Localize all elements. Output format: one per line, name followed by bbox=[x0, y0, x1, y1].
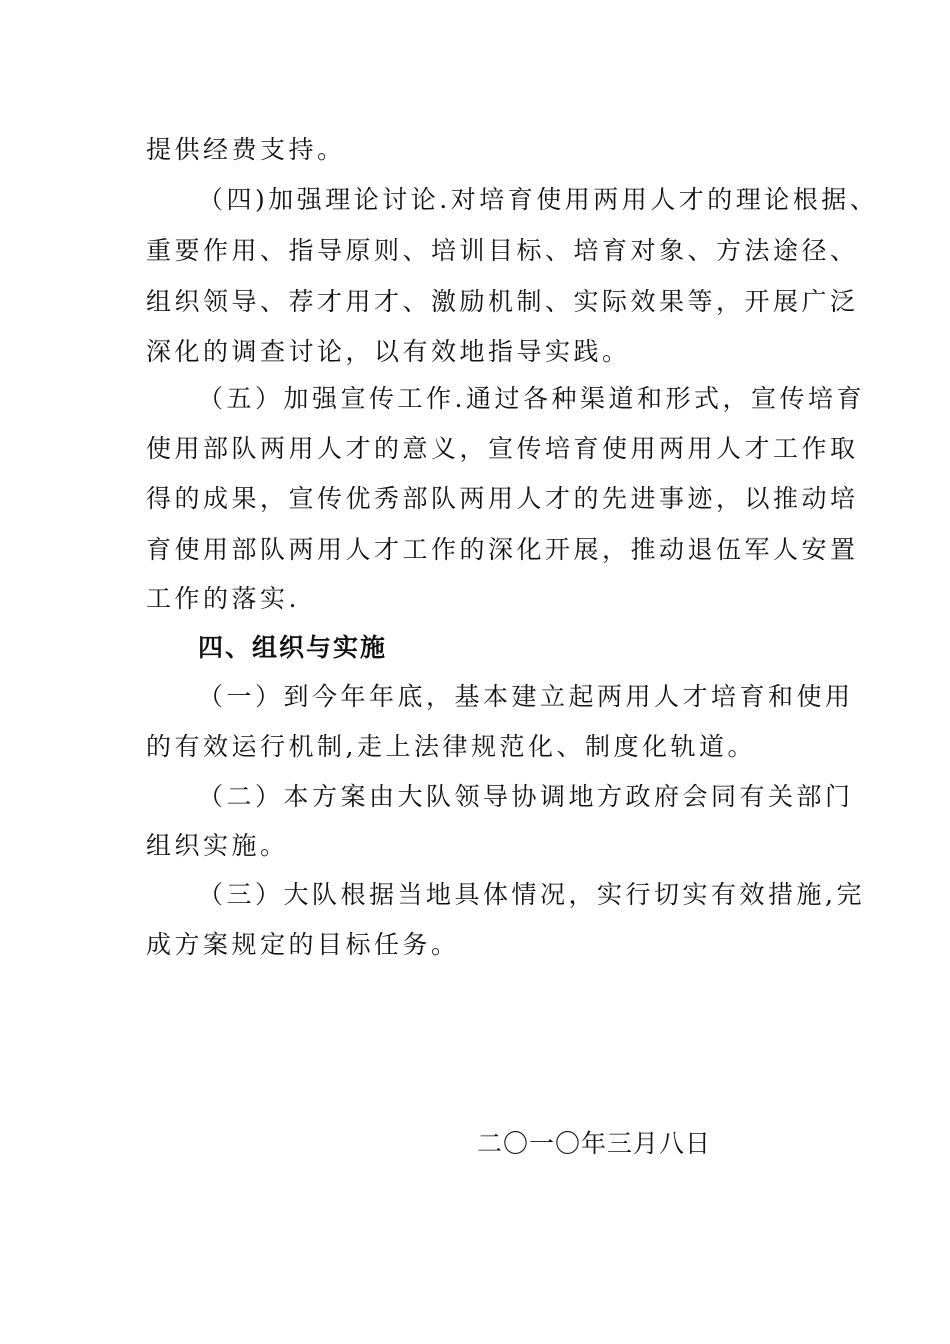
paragraph-line: 使用部队两用人才的意义，宣传培育使用两用人才工作取 bbox=[146, 434, 859, 463]
paragraph-line: 深化的调查讨论，以有效地指导实践。 bbox=[146, 337, 631, 366]
paragraph-line: 重要作用、指导原则、培训目标、培育对象、方法途径、 bbox=[146, 236, 859, 265]
section-heading: 四、组织与实施 bbox=[198, 633, 388, 662]
paragraph-line: 工作的落实. bbox=[146, 584, 300, 613]
paragraph-line: （四)加强理论讨论.对培育使用两用人才的理论根据、 bbox=[198, 185, 879, 214]
paragraph-line: 组织领导、荐才用才、激励机制、实际效果等，开展广泛 bbox=[146, 287, 859, 316]
paragraph-line: （五）加强宣传工作.通过各种渠道和形式，宣传培育 bbox=[198, 384, 865, 413]
paragraph-line: 得的成果，宣传优秀部队两用人才的先进事迹，以推动培 bbox=[146, 484, 859, 513]
paragraph-line: 组织实施。 bbox=[146, 831, 289, 860]
paragraph-line: 提供经费支持。 bbox=[146, 135, 346, 164]
paragraph-line: 成方案规定的目标任务。 bbox=[146, 930, 460, 959]
paragraph-line: 育使用部队两用人才工作的深化开展，推动退伍军人安置 bbox=[146, 535, 859, 564]
document-date: 二〇一〇年三月八日 bbox=[477, 1129, 712, 1158]
paragraph-line: （一）到今年年底，基本建立起两用人才培育和使用 bbox=[198, 682, 854, 711]
paragraph-line: 的有效运行机制,走上法律规范化、制度化轨道。 bbox=[146, 732, 756, 761]
paragraph-line: （二）本方案由大队领导协调地方政府会同有关部门 bbox=[198, 782, 854, 811]
paragraph-line: （三）大队根据当地具体情况，实行切实有效措施,完 bbox=[198, 880, 865, 909]
